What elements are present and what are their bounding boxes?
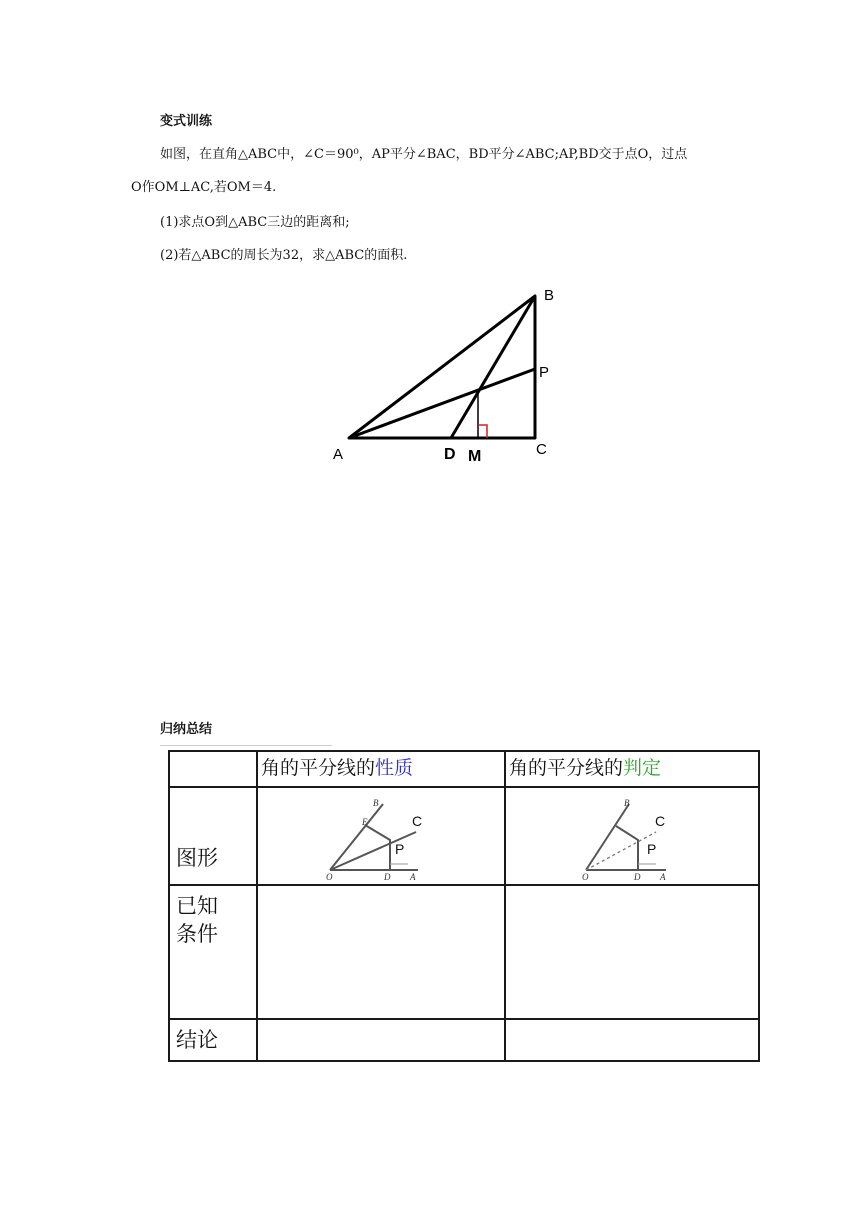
label-b: B	[544, 287, 555, 304]
determination-mini-figure	[506, 788, 758, 880]
determination-conclusion-cell	[505, 1019, 759, 1061]
determination-highlight: 判定	[623, 757, 662, 779]
section-heading-practice: 变式训练	[160, 114, 213, 129]
bisector-bd	[451, 296, 535, 438]
property-condition-cell	[257, 885, 505, 1019]
determination-condition-cell	[505, 885, 759, 1019]
heading-underline	[160, 745, 332, 746]
problem-text-line2: O作OM⊥AC,若OM＝4.	[131, 180, 277, 195]
mini-label-c: C	[412, 813, 423, 829]
mini-label-p: P	[395, 841, 405, 857]
mini-label-b-2: B	[624, 798, 630, 808]
triangle-abc	[349, 296, 535, 438]
row-label-figure: 图形	[169, 787, 257, 885]
property-highlight: 性质	[375, 757, 414, 779]
property-mini-figure	[258, 788, 504, 880]
mini-label-p-2: P	[647, 841, 657, 857]
label-a: A	[333, 446, 344, 463]
row-label-condition: 已知 条件	[169, 885, 257, 1019]
right-angle-mark	[478, 425, 487, 438]
mini-label-b: B	[373, 798, 379, 808]
row-label-conclusion: 结论	[169, 1019, 257, 1061]
bisector-ap	[349, 369, 535, 438]
summary-table	[168, 750, 760, 1062]
column-header-property: 角的平分线的性质	[257, 751, 505, 787]
mini-label-o-2: O	[582, 872, 589, 880]
section-heading-summary: 归纳总结	[160, 722, 213, 737]
mini-label-a-2: A	[660, 872, 666, 880]
property-figure-cell	[257, 787, 505, 885]
question-2: (2)若△ABC的周长为32，求△ABC的面积.	[160, 248, 408, 263]
table-corner-cell	[169, 751, 257, 787]
mini-label-a: A	[410, 872, 416, 880]
label-c: C	[536, 441, 547, 458]
mini-label-d-2: D	[634, 872, 641, 880]
mini-label-o: O	[326, 872, 333, 880]
mini-label-d: D	[384, 872, 391, 880]
property-conclusion-cell	[257, 1019, 505, 1061]
problem-text-line1: 如图，在直角△ABC中，∠C＝90⁰，AP平分∠BAC，BD平分∠ABC;AP,BD交于点O，过点	[160, 147, 688, 162]
label-m: M	[468, 448, 482, 465]
determination-figure-cell	[505, 787, 759, 885]
mini-label-c-2: C	[655, 813, 666, 829]
question-1: (1)求点O到△ABC三边的距离和;	[160, 215, 350, 230]
label-d: D	[444, 446, 456, 463]
triangle-figure	[320, 280, 580, 470]
column-header-determination: 角的平分线的判定	[505, 751, 759, 787]
label-p: P	[539, 364, 550, 381]
mini-label-e: E	[362, 817, 368, 827]
